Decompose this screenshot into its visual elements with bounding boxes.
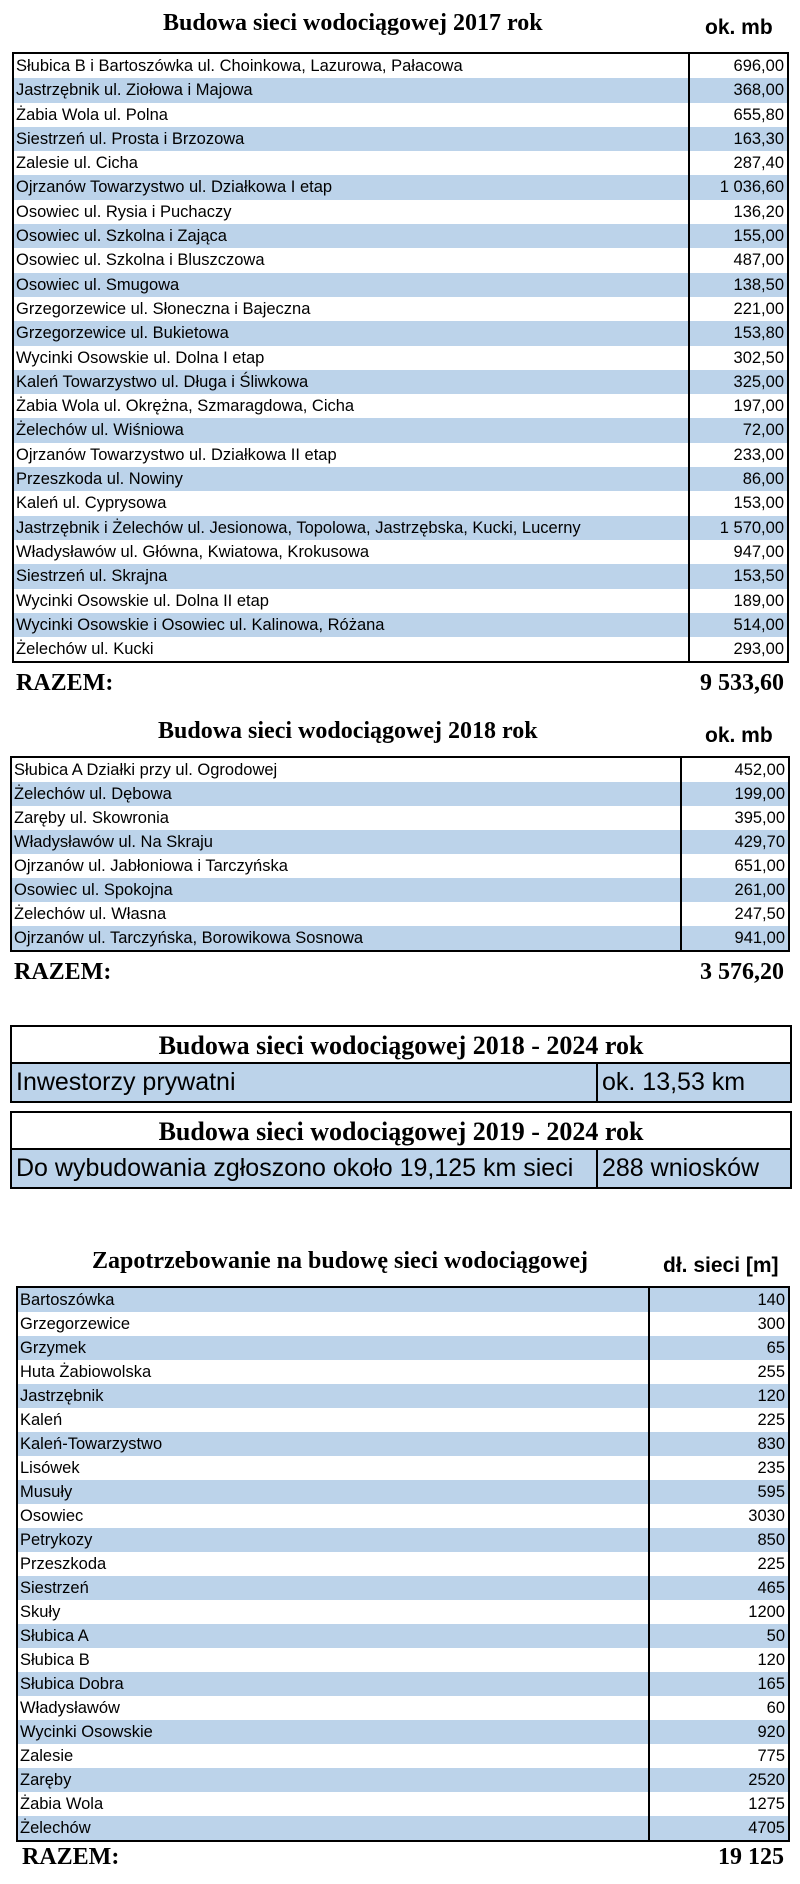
table-row [18, 1816, 788, 1840]
table-row [12, 854, 788, 878]
table-row [18, 1528, 788, 1552]
table-row [12, 926, 788, 950]
table-row [14, 248, 787, 272]
row-name: Ojrzanów ul. Tarczyńska, Borowikowa Sosnowa [12, 926, 682, 950]
table-row [14, 103, 787, 127]
row-name: Huta Żabiowolska [18, 1360, 650, 1384]
table-row [18, 1600, 788, 1624]
row-name: Słubica Dobra [18, 1672, 650, 1696]
row-name: Siestrzeń [18, 1576, 650, 1600]
row-name: Ojrzanów Towarzystwo ul. Działkowa II etap [14, 443, 690, 467]
row-name: Przeszkoda [18, 1552, 650, 1576]
row-value: 325,00 [733, 372, 784, 391]
table-row [14, 564, 787, 588]
row-value: 514,00 [733, 615, 784, 634]
row-name: Kaleń ul. Cyprysowa [14, 491, 690, 515]
row-value: 86,00 [742, 470, 784, 489]
row-value: 1200 [748, 1603, 785, 1621]
row-name: Żelechów ul. Kucki [14, 637, 690, 661]
row-value: 235 [757, 1459, 785, 1477]
row-name: Wycinki Osowskie ul. Dolna I etap [14, 346, 690, 370]
table-row [14, 516, 787, 540]
row-name: Władysławów [18, 1696, 650, 1720]
row-name: Żelechów ul. Wiśniowa [14, 418, 690, 442]
row-value: 1 036,60 [719, 178, 784, 197]
table-row [14, 443, 787, 467]
table-row [14, 467, 787, 491]
row-name: Słubica A Działki przy ul. Ogrodowej [12, 758, 682, 782]
table-row [18, 1432, 788, 1456]
row-name: Zalesie ul. Cicha [14, 151, 690, 175]
table-row [18, 1696, 788, 1720]
table-row [18, 1744, 788, 1768]
table-row [14, 273, 787, 297]
row-value: 163,30 [733, 129, 784, 148]
row-value: 1275 [748, 1795, 785, 1813]
row-value: 775 [757, 1747, 785, 1765]
summary-row-2019-2024 [12, 1150, 790, 1187]
table-row [14, 297, 787, 321]
table-row [14, 175, 787, 199]
row-name: Zaręby ul. Skowronia [12, 806, 682, 830]
row-name: Ojrzanów ul. Jabłoniowa i Tarczyńska [12, 854, 682, 878]
row-name: Żelechów [18, 1816, 650, 1840]
row-value: 140 [757, 1291, 785, 1309]
row-name: Osowiec [18, 1504, 650, 1528]
row-name: Wycinki Osowskie i Osowiec ul. Kalinowa, Różana [14, 613, 690, 637]
table-row [14, 78, 787, 102]
column-header-2018: ok. mb [705, 724, 773, 747]
row-name: Lisówek [18, 1456, 650, 1480]
row-value: 920 [757, 1723, 785, 1741]
table-row [14, 224, 787, 248]
row-value: 287,40 [733, 154, 784, 173]
row-name: Kaleń [18, 1408, 650, 1432]
total-label-2018: RAZEM: [14, 959, 112, 985]
summary-box-2018-2024 [10, 1025, 792, 1103]
row-name: Kaleń-Towarzystwo [18, 1432, 650, 1456]
summary-value-2018-2024: ok. 13,53 km [602, 1068, 746, 1096]
total-value-2017: 9 533,60 [700, 670, 784, 696]
table-2018 [10, 756, 790, 952]
row-name: Kaleń Towarzystwo ul. Długa i Śliwkowa [14, 370, 690, 394]
row-value: 261,00 [734, 881, 785, 899]
table-row [18, 1384, 788, 1408]
row-name: Żabia Wola [18, 1792, 650, 1816]
row-value: 153,50 [733, 567, 784, 586]
total-label-demand: RAZEM: [22, 1844, 120, 1870]
row-name: Władysławów ul. Na Skraju [12, 830, 682, 854]
row-value: 50 [766, 1627, 785, 1645]
table-row [14, 589, 787, 613]
title-2017: Budowa sieci wodociągowej 2017 rok [163, 10, 543, 36]
table-row [12, 806, 788, 830]
table-row [18, 1288, 788, 1312]
row-value: 655,80 [733, 105, 784, 124]
row-name: Ojrzanów Towarzystwo ul. Działkowa I etap [14, 175, 690, 199]
row-name: Wycinki Osowskie ul. Dolna II etap [14, 589, 690, 613]
table-row [18, 1648, 788, 1672]
row-value: 300 [757, 1315, 785, 1333]
row-value: 651,00 [734, 857, 785, 875]
row-name: Słubica A [18, 1624, 650, 1648]
row-value: 368,00 [733, 81, 784, 100]
row-value: 136,20 [733, 202, 784, 221]
row-name: Osowiec ul. Szkolna i Zająca [14, 224, 690, 248]
total-label-2017: RAZEM: [16, 670, 114, 696]
table-row [14, 418, 787, 442]
row-value: 165 [757, 1675, 785, 1693]
table-row [18, 1504, 788, 1528]
column-header-demand: dł. sieci [m] [663, 1254, 779, 1277]
row-value: 4705 [748, 1819, 785, 1837]
row-name: Siestrzeń ul. Prosta i Brzozowa [14, 127, 690, 151]
row-name: Zaręby [18, 1768, 650, 1792]
row-name: Jastrzębnik ul. Ziołowa i Majowa [14, 78, 690, 102]
table-row [18, 1456, 788, 1480]
row-name: Petrykozy [18, 1528, 650, 1552]
table-row [18, 1576, 788, 1600]
row-name: Musuły [18, 1480, 650, 1504]
table-2017 [12, 52, 789, 663]
row-name: Przeszkoda ul. Nowiny [14, 467, 690, 491]
row-name: Osowiec ul. Szkolna i Bluszczowa [14, 248, 690, 272]
table-row [14, 200, 787, 224]
row-name: Bartoszówka [18, 1288, 650, 1312]
row-value: 1 570,00 [719, 518, 784, 537]
table-row [18, 1672, 788, 1696]
row-value: 3030 [748, 1507, 785, 1525]
table-row [18, 1552, 788, 1576]
row-value: 72,00 [742, 421, 784, 440]
table-row [12, 758, 788, 782]
row-name: Żabia Wola ul. Polna [14, 103, 690, 127]
row-name: Grzegorzewice ul. Bukietowa [14, 321, 690, 345]
table-row [18, 1480, 788, 1504]
table-row [14, 346, 787, 370]
table-row [14, 613, 787, 637]
row-value: 293,00 [733, 640, 784, 659]
summary-title-2018-2024: Budowa sieci wodociągowej 2018 - 2024 rok [12, 1027, 790, 1064]
table-row [14, 370, 787, 394]
row-value: 225 [757, 1411, 785, 1429]
row-value: 487,00 [733, 251, 784, 270]
row-name: Osowiec ul. Spokojna [12, 878, 682, 902]
row-value: 189,00 [733, 591, 784, 610]
row-value: 155,00 [733, 227, 784, 246]
table-row [18, 1792, 788, 1816]
row-name: Żelechów ul. Dębowa [12, 782, 682, 806]
row-value: 153,80 [733, 324, 784, 343]
table-row [14, 127, 787, 151]
row-value: 696,00 [733, 57, 784, 75]
table-row [12, 830, 788, 854]
title-2018: Budowa sieci wodociągowej 2018 rok [158, 718, 538, 744]
summary-label-2018-2024: Inwestorzy prywatni [12, 1064, 598, 1101]
row-name: Grzegorzewice [18, 1312, 650, 1336]
row-value: 120 [757, 1387, 785, 1405]
table-row [18, 1312, 788, 1336]
table-row [14, 394, 787, 418]
row-name: Skuły [18, 1600, 650, 1624]
table-row [18, 1768, 788, 1792]
table-row [18, 1720, 788, 1744]
row-value: 452,00 [734, 761, 785, 779]
summary-row-2018-2024 [12, 1064, 790, 1101]
row-name: Słubica B [18, 1648, 650, 1672]
row-value: 247,50 [734, 905, 785, 923]
row-name: Zalesie [18, 1744, 650, 1768]
row-name: Żabia Wola ul. Okrężna, Szmaragdowa, Cicha [14, 394, 690, 418]
row-value: 302,50 [733, 348, 784, 367]
table-row [14, 54, 787, 78]
table-row [14, 321, 787, 345]
row-value: 395,00 [734, 809, 785, 827]
row-name: Władysławów ul. Główna, Kwiatowa, Krokusowa [14, 540, 690, 564]
summary-title-2019-2024: Budowa sieci wodociągowej 2019 - 2024 rok [12, 1113, 790, 1150]
table-row [14, 637, 787, 661]
row-value: 941,00 [734, 929, 785, 947]
table-row [18, 1408, 788, 1432]
row-name: Wycinki Osowskie [18, 1720, 650, 1744]
row-value: 947,00 [733, 542, 784, 561]
table-row [14, 151, 787, 175]
title-demand: Zapotrzebowanie na budowę sieci wodociągowej [92, 1248, 588, 1274]
row-name: Jastrzębnik [18, 1384, 650, 1408]
table-row [14, 491, 787, 515]
row-name: Osowiec ul. Smugowa [14, 273, 690, 297]
row-value: 120 [757, 1651, 785, 1669]
table-demand [16, 1286, 790, 1842]
table-row [12, 902, 788, 926]
column-header-2017: ok. mb [705, 16, 773, 39]
row-name: Siestrzeń ul. Skrajna [14, 564, 690, 588]
table-row [12, 782, 788, 806]
summary-box-2019-2024 [10, 1111, 792, 1189]
row-value: 465 [757, 1579, 785, 1597]
row-value: 850 [757, 1531, 785, 1549]
row-value: 233,00 [733, 445, 784, 464]
row-value: 255 [757, 1363, 785, 1381]
total-value-demand: 19 125 [718, 1844, 784, 1870]
summary-label-2019-2024: Do wybudowania zgłoszono około 19,125 km sieci [12, 1150, 598, 1187]
row-value: 595 [757, 1483, 785, 1501]
row-name: Osowiec ul. Rysia i Puchaczy [14, 200, 690, 224]
row-value: 221,00 [733, 299, 784, 318]
total-value-2018: 3 576,20 [700, 959, 784, 985]
row-name: Grzymek [18, 1336, 650, 1360]
row-value: 2520 [748, 1771, 785, 1789]
table-row [18, 1336, 788, 1360]
row-name: Żelechów ul. Własna [12, 902, 682, 926]
row-value: 138,50 [733, 275, 784, 294]
row-value: 153,00 [733, 494, 784, 513]
row-value: 429,70 [734, 833, 785, 851]
row-name: Słubica B i Bartoszówka ul. Choinkowa, Lazurowa, Pałacowa [14, 54, 690, 78]
row-value: 65 [766, 1339, 785, 1357]
row-name: Jastrzębnik i Żelechów ul. Jesionowa, Topolowa, Jastrzębska, Kucki, Lucerny [14, 516, 690, 540]
table-row [18, 1624, 788, 1648]
row-value: 199,00 [734, 785, 785, 803]
row-value: 60 [766, 1699, 785, 1717]
table-row [12, 878, 788, 902]
row-value: 830 [757, 1435, 785, 1453]
row-value: 197,00 [733, 397, 784, 416]
summary-value-2019-2024: 288 wniosków [602, 1154, 760, 1182]
table-row [18, 1360, 788, 1384]
table-row [14, 540, 787, 564]
row-name: Grzegorzewice ul. Słoneczna i Bajeczna [14, 297, 690, 321]
row-value: 225 [757, 1555, 785, 1573]
